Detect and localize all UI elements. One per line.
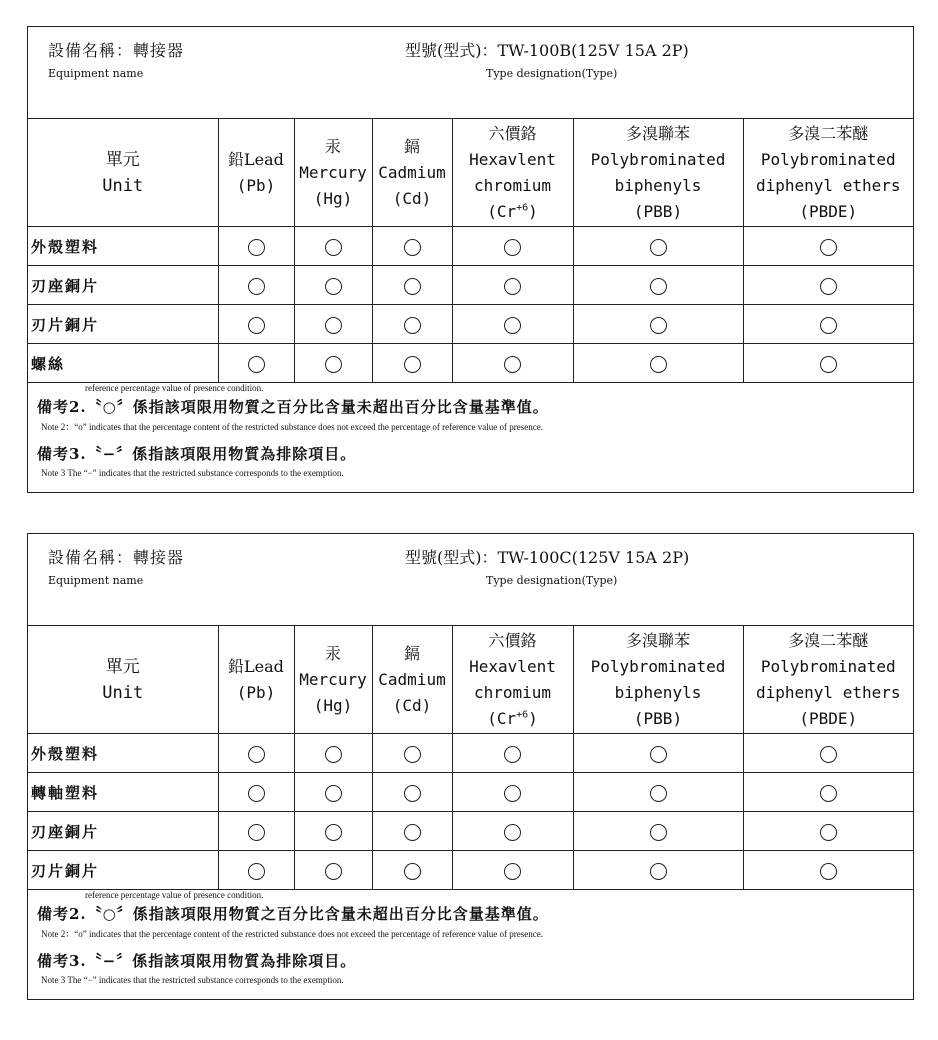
part-name: 刃片銅片 [28, 851, 218, 890]
lead-header: 鉛Lead (Pb) [218, 119, 294, 227]
header-box [28, 27, 913, 119]
table-row [28, 812, 913, 851]
table-row [28, 305, 913, 344]
compliant-circle-icon [325, 785, 342, 802]
compliant-circle-icon [248, 863, 265, 880]
note-3-zh: 備考3.〝−〞係指該項限用物質為排除項目。 [37, 952, 357, 970]
compliant-circle-icon [504, 785, 521, 802]
type-designation-en: Type designation(Type) [486, 574, 618, 587]
reference-note: reference percentage value of presence condition. [85, 890, 264, 900]
type-designation-zh: 型號(型式)：TW-100C(125V 15A 2P) [405, 548, 690, 567]
equipment-name-en: Equipment name [48, 574, 144, 587]
equipment-name-zh: 設備名稱：轉接器 [48, 41, 185, 60]
compliant-circle-icon [404, 278, 421, 295]
type-designation-en: Type designation(Type) [486, 67, 618, 80]
compliant-circle-icon [820, 278, 837, 295]
part-name: 刃片銅片 [28, 305, 218, 344]
compliant-circle-icon [650, 863, 667, 880]
compliant-circle-icon [325, 824, 342, 841]
compliant-circle-icon [248, 824, 265, 841]
mercury-header: 汞 Mercury (Hg) [294, 119, 372, 227]
compliant-circle-icon [650, 824, 667, 841]
notes-section [28, 383, 913, 490]
compliant-circle-icon [248, 746, 265, 763]
compliant-circle-icon [820, 239, 837, 256]
compliant-circle-icon [325, 317, 342, 334]
compliant-circle-icon [325, 278, 342, 295]
compliant-circle-icon [404, 746, 421, 763]
lead-header: 鉛Lead (Pb) [218, 626, 294, 734]
unit-header: 單元 Unit [28, 119, 218, 227]
compliant-circle-icon [820, 746, 837, 763]
note-2-en: Note 2：“o” indicates that the percentage content of the restricted substance does not exceed the percentage of reference value of presence. [41, 929, 544, 939]
part-name: 刃座銅片 [28, 812, 218, 851]
pbde-header: 多溴二苯醚 Polybrominated diphenyl ethers (PBDE) [743, 119, 913, 227]
pbb-header: 多溴聯苯 Polybrominated biphenyls (PBB) [573, 119, 743, 227]
compliant-circle-icon [504, 239, 521, 256]
table-row [28, 851, 913, 890]
compliant-circle-icon [404, 317, 421, 334]
part-name: 刃座銅片 [28, 266, 218, 305]
compliant-circle-icon [820, 317, 837, 334]
notes-section [28, 890, 913, 997]
compliant-circle-icon [248, 278, 265, 295]
note-3-zh: 備考3.〝−〞係指該項限用物質為排除項目。 [37, 445, 357, 463]
compliant-circle-icon [504, 746, 521, 763]
compliant-circle-icon [248, 785, 265, 802]
compliant-circle-icon [325, 863, 342, 880]
compliant-circle-icon [404, 356, 421, 373]
table-row [28, 266, 913, 305]
table-row [28, 773, 913, 812]
part-name: 轉軸塑料 [28, 773, 218, 812]
compliant-circle-icon [404, 239, 421, 256]
compliant-circle-icon [650, 317, 667, 334]
compliant-circle-icon [248, 356, 265, 373]
header-row [28, 119, 913, 227]
compliant-circle-icon [504, 317, 521, 334]
compliant-circle-icon [248, 239, 265, 256]
compliant-circle-icon [404, 785, 421, 802]
compliant-circle-icon [325, 239, 342, 256]
compliant-circle-icon [820, 863, 837, 880]
compliant-circle-icon [650, 356, 667, 373]
compliant-circle-icon [404, 863, 421, 880]
equipment-name-en: Equipment name [48, 67, 144, 80]
part-name: 外殼塑料 [28, 227, 218, 266]
substance-table [28, 626, 913, 890]
compliant-circle-icon [650, 785, 667, 802]
note-3-en: Note 3 The “−” indicates that the restricted substance corresponds to the exemption. [41, 468, 344, 478]
compliant-circle-icon [404, 824, 421, 841]
compliant-circle-icon [248, 317, 265, 334]
compliant-circle-icon [504, 356, 521, 373]
chromium-header: 六價鉻 Hexavlent chromium $(Cr^{+6})$ [452, 119, 573, 227]
compliant-circle-icon [650, 278, 667, 295]
note-3-en: Note 3 The “−” indicates that the restricted substance corresponds to the exemption. [41, 975, 344, 985]
rohs-declaration-bottom [27, 533, 914, 1000]
header-box [28, 534, 913, 626]
compliant-circle-icon [325, 746, 342, 763]
note-2-en: Note 2：“o” indicates that the percentage content of the restricted substance does not exceed the percentage of reference value of presence. [41, 422, 544, 432]
header-row [28, 626, 913, 734]
pbb-header: 多溴聯苯 Polybrominated biphenyls (PBB) [573, 626, 743, 734]
mercury-header: 汞 Mercury (Hg) [294, 626, 372, 734]
compliant-circle-icon [650, 746, 667, 763]
compliant-circle-icon [504, 278, 521, 295]
note-2-zh: 備考2.〝○〞係指該項限用物質之百分比含量未超出百分比含量基準值。 [37, 905, 549, 923]
compliant-circle-icon [820, 356, 837, 373]
compliant-circle-icon [504, 863, 521, 880]
compliant-circle-icon [325, 356, 342, 373]
part-name: 螺絲 [28, 344, 218, 383]
compliant-circle-icon [820, 785, 837, 802]
cadmium-header: 鎘 Cadmium (Cd) [372, 119, 452, 227]
rohs-declaration-top [27, 26, 914, 493]
compliant-circle-icon [650, 239, 667, 256]
table-row [28, 344, 913, 383]
table-row [28, 734, 913, 773]
type-designation-zh: 型號(型式)：TW-100B(125V 15A 2P) [405, 41, 689, 60]
equipment-name-zh: 設備名稱：轉接器 [48, 548, 185, 567]
cadmium-header: 鎘 Cadmium (Cd) [372, 626, 452, 734]
part-name: 外殼塑料 [28, 734, 218, 773]
note-2-zh: 備考2.〝○〞係指該項限用物質之百分比含量未超出百分比含量基準值。 [37, 398, 549, 416]
pbde-header: 多溴二苯醚 Polybrominated diphenyl ethers (PBDE) [743, 626, 913, 734]
substance-table [28, 119, 913, 383]
reference-note: reference percentage value of presence condition. [85, 383, 264, 393]
compliant-circle-icon [504, 824, 521, 841]
chromium-header: 六價鉻 Hexavlent chromium $(Cr^{+6})$ [452, 626, 573, 734]
compliant-circle-icon [820, 824, 837, 841]
unit-header: 單元 Unit [28, 626, 218, 734]
table-row [28, 227, 913, 266]
